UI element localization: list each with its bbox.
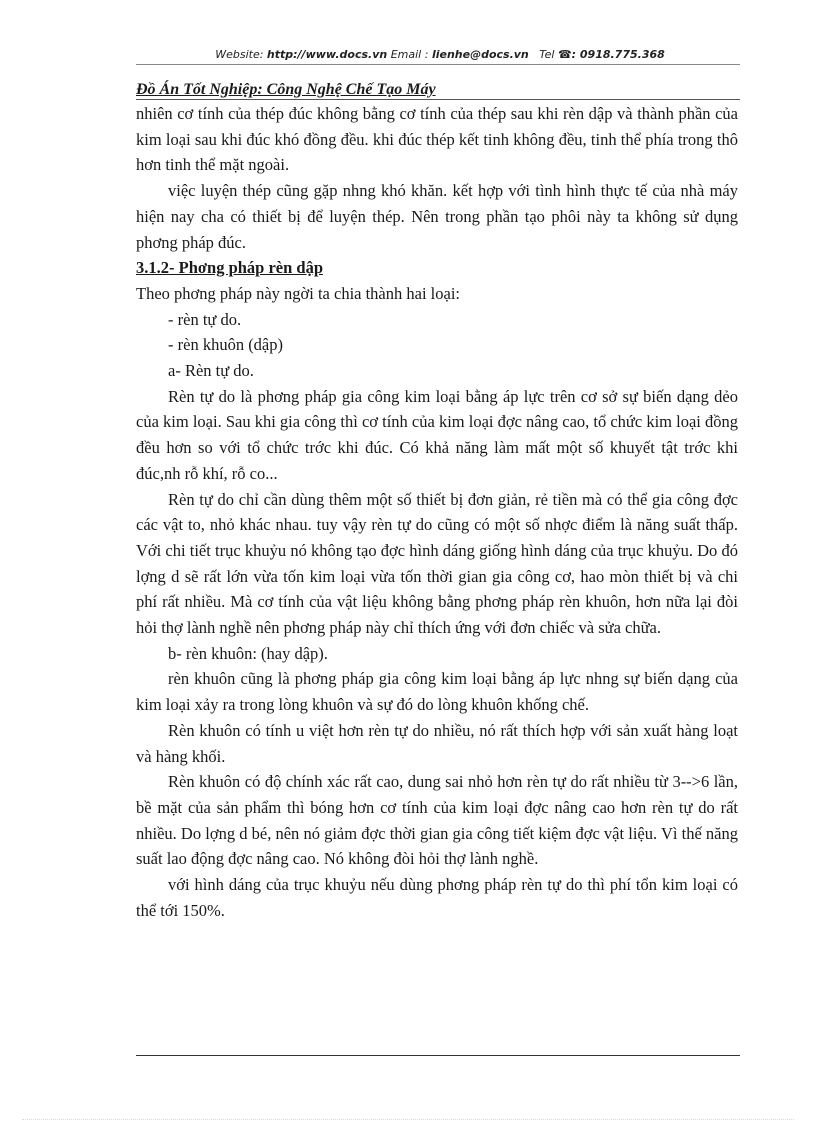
paragraph: rèn khuôn cũng là phơng pháp gia công kim loại bằng áp lực nhng sự biến dạng của kim loại xảy ra trong lòng khuôn và sự đó do lòng khuôn khống chế. [136, 669, 738, 715]
paragraph: nhiên cơ tính của thép đúc không bằng cơ tính của thép sau khi rèn dập và thành phần của kim loại sau khi đúc khó đồng đều. khi đúc thép kết tinh không đều, tinh thể phía trong thô hơn tinh thể mặt ngoài. [136, 104, 738, 175]
paragraph: Rèn khuôn có tính u việt hơn rèn tự do nhiều, nó rất thích hợp với sản xuất hàng loạt và hàng khối. [136, 720, 738, 766]
website-link[interactable]: http://www.docs.vn [266, 48, 388, 61]
footer-rule [136, 1055, 740, 1056]
document-title: Đồ Án Tốt Nghiệp: Công Nghệ Chế Tạo Máy [136, 81, 436, 98]
document-body [136, 101, 738, 924]
phone-number: : 0918.775.368 [571, 48, 665, 61]
tel-label: Tel [539, 48, 555, 61]
paragraph: Rèn khuôn có độ chính xác rất cao, dung sai nhỏ hơn rèn tự do rất nhiều từ 3-->6 lần, bề mặt của sản phẩm thì bóng hơn cơ tính của kim loại đợc nâng cao hơn rèn tự do rất nhiều. Do lợng d bé, nên nó giảm đợc thời gian gia công tiết kiệm đợc vật liệu. Vì thế năng suất lao động đợc nâng cao. Nó không đòi hỏi thợ lành nghề. [136, 772, 738, 869]
paragraph: Rèn tự do chỉ cần dùng thêm một số thiết bị đơn giản, rẻ tiền mà có thể gia công đợc các vật to, nhỏ khác nhau. tuy vậy rèn tự do cũng có một số nhợc điểm là năng suất thấp. Với chi tiết trục khuỷu nó không tạo đợc hình dáng giống hình dáng của trục khuỷu. Do đó lợng d sẽ rất lớn vừa tốn kim loại vừa tốn thời gian gia công cơ, hao mòn thiết bị và chi phí rất nhiều. Mà cơ tính của vật liệu không bằng phơng pháp rèn khuôn, hơn nữa lại đòi hỏi thợ lành nghề nên phơng pháp này chỉ thích ứng với đơn chiếc và sửa chữa. [136, 489, 738, 638]
website-label: Website: [215, 48, 264, 61]
paragraph: việc luyện thép cũng gặp nhng khó khăn. kết hợp với tình hình thực tế của nhà máy hiện nay cha có thiết bị để luyện thép. Nên trong phần tạo phôi này ta không sử dụng phơng pháp đúc. [136, 181, 738, 252]
paragraph: với hình dáng của trục khuỷu nếu dùng phơng pháp rèn tự do thì phí tổn kim loại có thể tới 150%. [136, 875, 738, 920]
subheading: a- Rèn tự do. [168, 361, 254, 381]
paragraph: Theo phơng pháp này ngời ta chia thành hai loại: [136, 283, 460, 303]
page-edge [22, 1118, 794, 1120]
title-rule [136, 99, 740, 100]
header-rule [136, 64, 740, 65]
site-header [140, 48, 740, 61]
paragraph: Rèn tự do là phơng pháp gia công kim loại bằng áp lực trên cơ sở sự biến dạng dẻo của kim loại. Sau khi gia công thì cơ tính của kim loại đợc nâng cao, tổ chức kim loại đồng đều hơn so với tổ chức trớc khi đúc. Có khả năng làm mất một số khuyết tật trớc khi đúc,nh rỗ khí, rỗ co... [136, 386, 738, 483]
phone-icon: ☎ [557, 48, 572, 61]
subheading: b- rèn khuôn: (hay dập). [168, 643, 328, 663]
section-heading: 3.1.2- Phơng pháp rèn dập [136, 258, 324, 278]
list-item: - rèn khuôn (dập) [168, 335, 284, 355]
email-label: Email : [390, 48, 429, 61]
list-item: - rèn tự do. [168, 309, 242, 329]
email-link[interactable]: lienhe@docs.vn [431, 48, 529, 61]
